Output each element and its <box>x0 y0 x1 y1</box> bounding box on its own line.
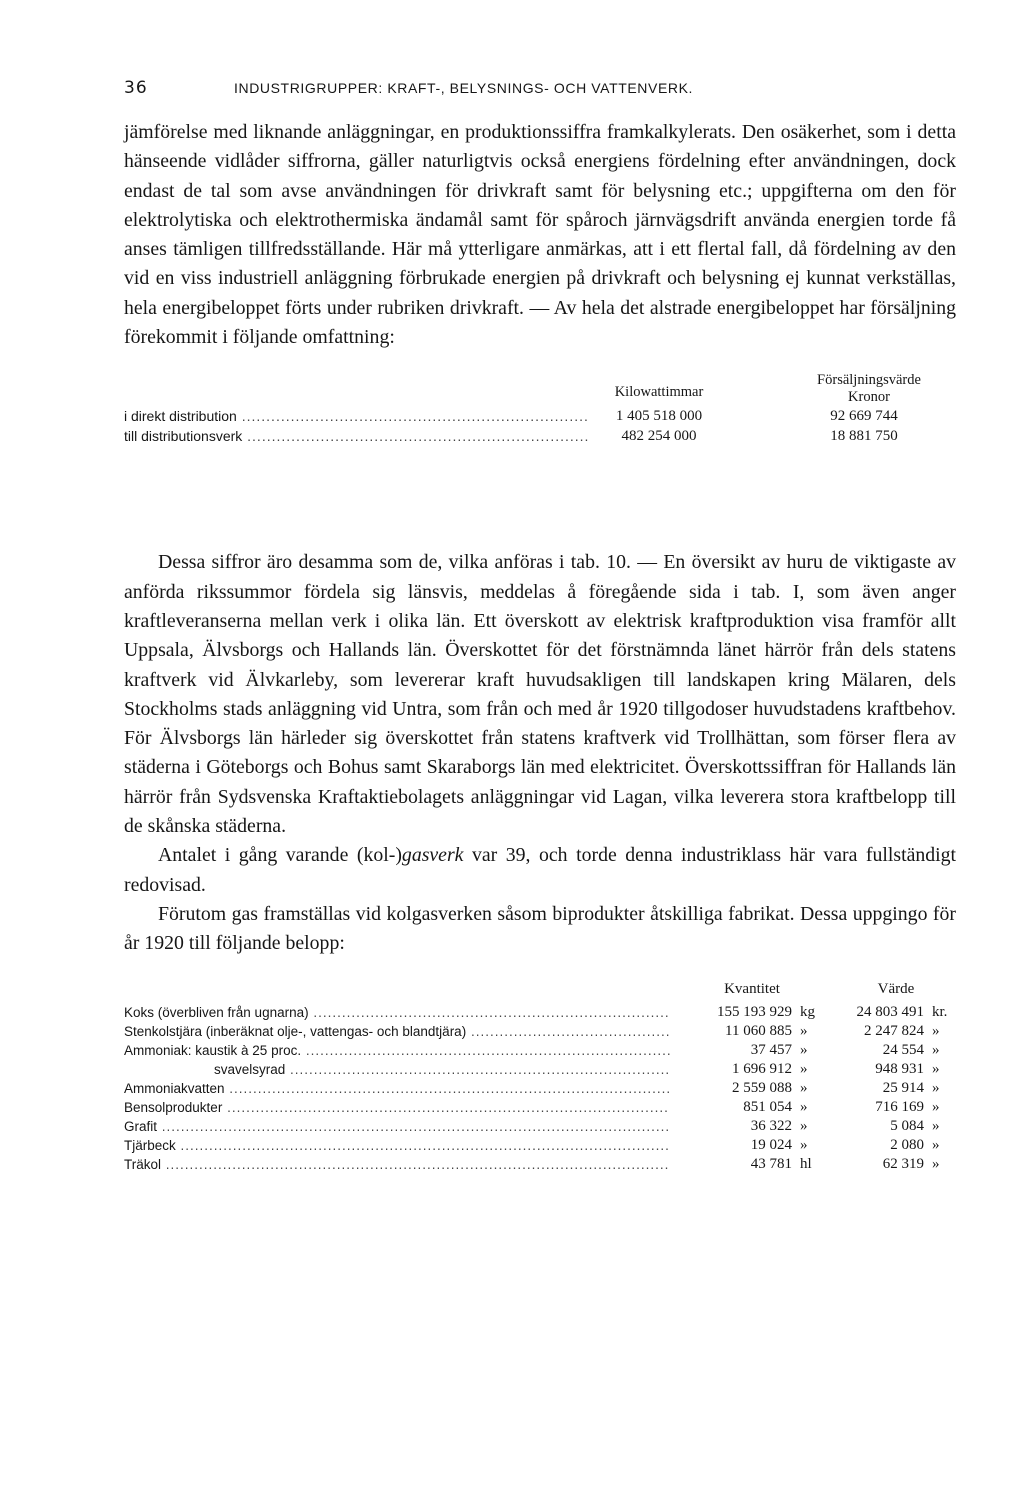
row-quantity: 851 054 <box>743 1098 792 1115</box>
table-row <box>124 1060 964 1079</box>
paragraph-2: Dessa siffror äro desamma som de, vilka anföras i tab. 10. — En översikt av huru de viktigaste av anförda rikssummor fördela sig länsvis, meddelas å föregående sida i tab. I, som även anger kraftleveranserna mellan verk i olika län. Ett överskott av elektrisk kraftproduktion visa framför allt Uppsala, Älvsborgs och Hallands län. Överskottet för det förstnämnda länet härrör från dels statens kraftverk vid Älvkarleby, som levererar kraft huvudsakligen till landskapen kring Mälaren, dels Stockholms stads anläggning vid Untra, som från och med år 1920 tillgodoser huvudstadens kraftbehov. För Älvsborgs län härleder sig överskottet från statens kraftverk vid Trollhättan, som förser flera av städerna i Göteborgs och Bohus samt Skaraborgs län med elektricitet. Överskottssiffran för Hallands län härrör från Sydsvenska Kraftaktiebolagets anläggningar vid Lagan, vilka leverera stora kraftbelopp till de skånska städerna. <box>124 551 956 838</box>
row-label: Bensolprodukter ..... <box>124 1098 670 1117</box>
row-label: Ammoniakvatten ..... <box>124 1079 670 1098</box>
table-row <box>124 1117 964 1136</box>
row-quantity: 37 457 <box>750 1041 792 1058</box>
row-value-unit: » <box>932 1098 940 1115</box>
row-value: 2 080 <box>890 1136 924 1153</box>
row-kwh: 482 254 000 <box>621 428 697 445</box>
distribution-table <box>124 370 956 548</box>
row-quantity-unit: hl <box>800 1155 812 1172</box>
value-column-header-line2: Kronor <box>848 389 890 406</box>
table-row <box>124 1079 964 1098</box>
row-label: Grafit ..... <box>124 1117 670 1136</box>
quantity-column-header: Kvantitet <box>724 980 780 997</box>
row-value: 25 914 <box>882 1079 924 1096</box>
running-head: INDUSTRIGRUPPER: KRAFT-, BELYSNINGS- OCH VATTENVERK. <box>234 80 694 96</box>
page-number: 36 <box>124 78 148 98</box>
paragraph-3-after: var 39, och torde denna industriklass här vara fullständigt redovisad. <box>124 844 957 896</box>
row-value: 948 931 <box>875 1060 924 1077</box>
row-value: 2 247 824 <box>864 1022 924 1039</box>
row-label: till distributionsverk ..... <box>124 428 590 444</box>
row-quantity-unit: » <box>800 1041 808 1058</box>
row-quantity-unit: » <box>800 1136 808 1153</box>
table-row <box>124 1022 964 1041</box>
row-value: 92 669 744 <box>830 408 898 425</box>
row-value: 24 554 <box>882 1041 924 1058</box>
row-label: Ammoniak: kaustik à 25 proc. ..... <box>124 1041 670 1060</box>
row-quantity: 155 193 929 <box>717 1003 792 1020</box>
row-quantity: 1 696 912 <box>732 1060 792 1077</box>
row-quantity-unit: » <box>800 1079 808 1096</box>
row-kwh: 1 405 518 000 <box>615 408 703 425</box>
row-label: svavelsyrad ..... <box>124 1060 670 1079</box>
paragraph-4: Förutom gas framställas vid kolgasverken såsom biprodukter åtskilliga fabrikat. Dessa uppgingo för år 1920 till följande belopp: <box>124 902 956 955</box>
table-row <box>124 1041 964 1060</box>
row-quantity-unit: » <box>800 1117 808 1134</box>
table-row <box>124 1155 964 1174</box>
table-row <box>124 1003 964 1022</box>
row-value: 18 881 750 <box>830 428 898 445</box>
document-page <box>124 78 956 1181</box>
row-quantity-unit: » <box>800 1098 808 1115</box>
row-value: 24 803 491 <box>856 1003 924 1020</box>
row-value-unit: » <box>932 1022 940 1039</box>
row-value-unit: » <box>932 1041 940 1058</box>
table-row <box>124 408 956 428</box>
paragraph-3-emphasis: gasverk <box>401 844 464 867</box>
row-label: Koks (överbliven från ugnarna) ..... <box>124 1003 670 1022</box>
table-row <box>124 1136 964 1155</box>
table-row <box>124 1098 964 1117</box>
kwh-column-header: Kilowattimmar <box>614 384 704 401</box>
row-label: Träkol ..... <box>124 1155 670 1174</box>
row-value-unit: » <box>932 1136 940 1153</box>
row-quantity-unit: » <box>800 1060 808 1077</box>
row-label: Tjärbeck ..... <box>124 1136 670 1155</box>
row-quantity: 36 322 <box>750 1117 792 1134</box>
row-label: Stenkolstjära (inberäknat olje-, vattengas- och blandtjära) ..... <box>124 1022 670 1041</box>
row-quantity: 2 559 088 <box>732 1079 792 1096</box>
row-value-unit: kr. <box>932 1003 948 1020</box>
value-column-header: Värde <box>877 980 915 997</box>
byproducts-table <box>124 981 956 1181</box>
row-quantity: 43 781 <box>750 1155 792 1172</box>
row-value-unit: » <box>932 1117 940 1134</box>
row-quantity: 19 024 <box>750 1136 792 1153</box>
row-value-unit: » <box>932 1060 940 1077</box>
row-value: 716 169 <box>875 1098 924 1115</box>
row-value-unit: » <box>932 1079 940 1096</box>
paragraph-3 <box>124 841 956 900</box>
value-column-header-line1: Försäljningsvärde <box>817 372 921 389</box>
row-quantity-unit: kg <box>800 1003 815 1020</box>
row-value: 5 084 <box>890 1117 924 1134</box>
row-value-unit: » <box>932 1155 940 1172</box>
intro-paragraph: jämförelse med liknande anläggningar, en produktionssiffra framkalkylerats. Den osäkerhet, som i detta hänseende vidlåder siffrorna, gäller naturligtvis också energiens fördelning efter användningen, dock endast de tal som avse användningen för drivkraft samt för belysning etc.; uppgifterna om den för elektrolytiska och elektrothermiska ändamål samt för spåroch järnvägsdrift använda energien torde få anses tämligen tillfredsställande. Här må ytterligare anmärkas, att i ett flertal fall, då fördelning av den vid en viss industriell anläggning förbrukade energien på drivkraft och belysning ej kunnat verkställas, hela energibeloppet förts under rubriken drivkraft. — Av hela det alstrade energibeloppet har försäljning förekommit i följande omfattning: <box>124 121 956 349</box>
row-quantity: 11 060 885 <box>725 1022 792 1039</box>
table-row <box>124 428 956 448</box>
page-header <box>124 78 956 110</box>
row-label: i direkt distribution ..... <box>124 408 590 424</box>
paragraph-3-before: Antalet i gång varande (kol-) <box>158 844 402 867</box>
row-value: 62 319 <box>882 1155 924 1172</box>
row-quantity-unit: » <box>800 1022 808 1039</box>
